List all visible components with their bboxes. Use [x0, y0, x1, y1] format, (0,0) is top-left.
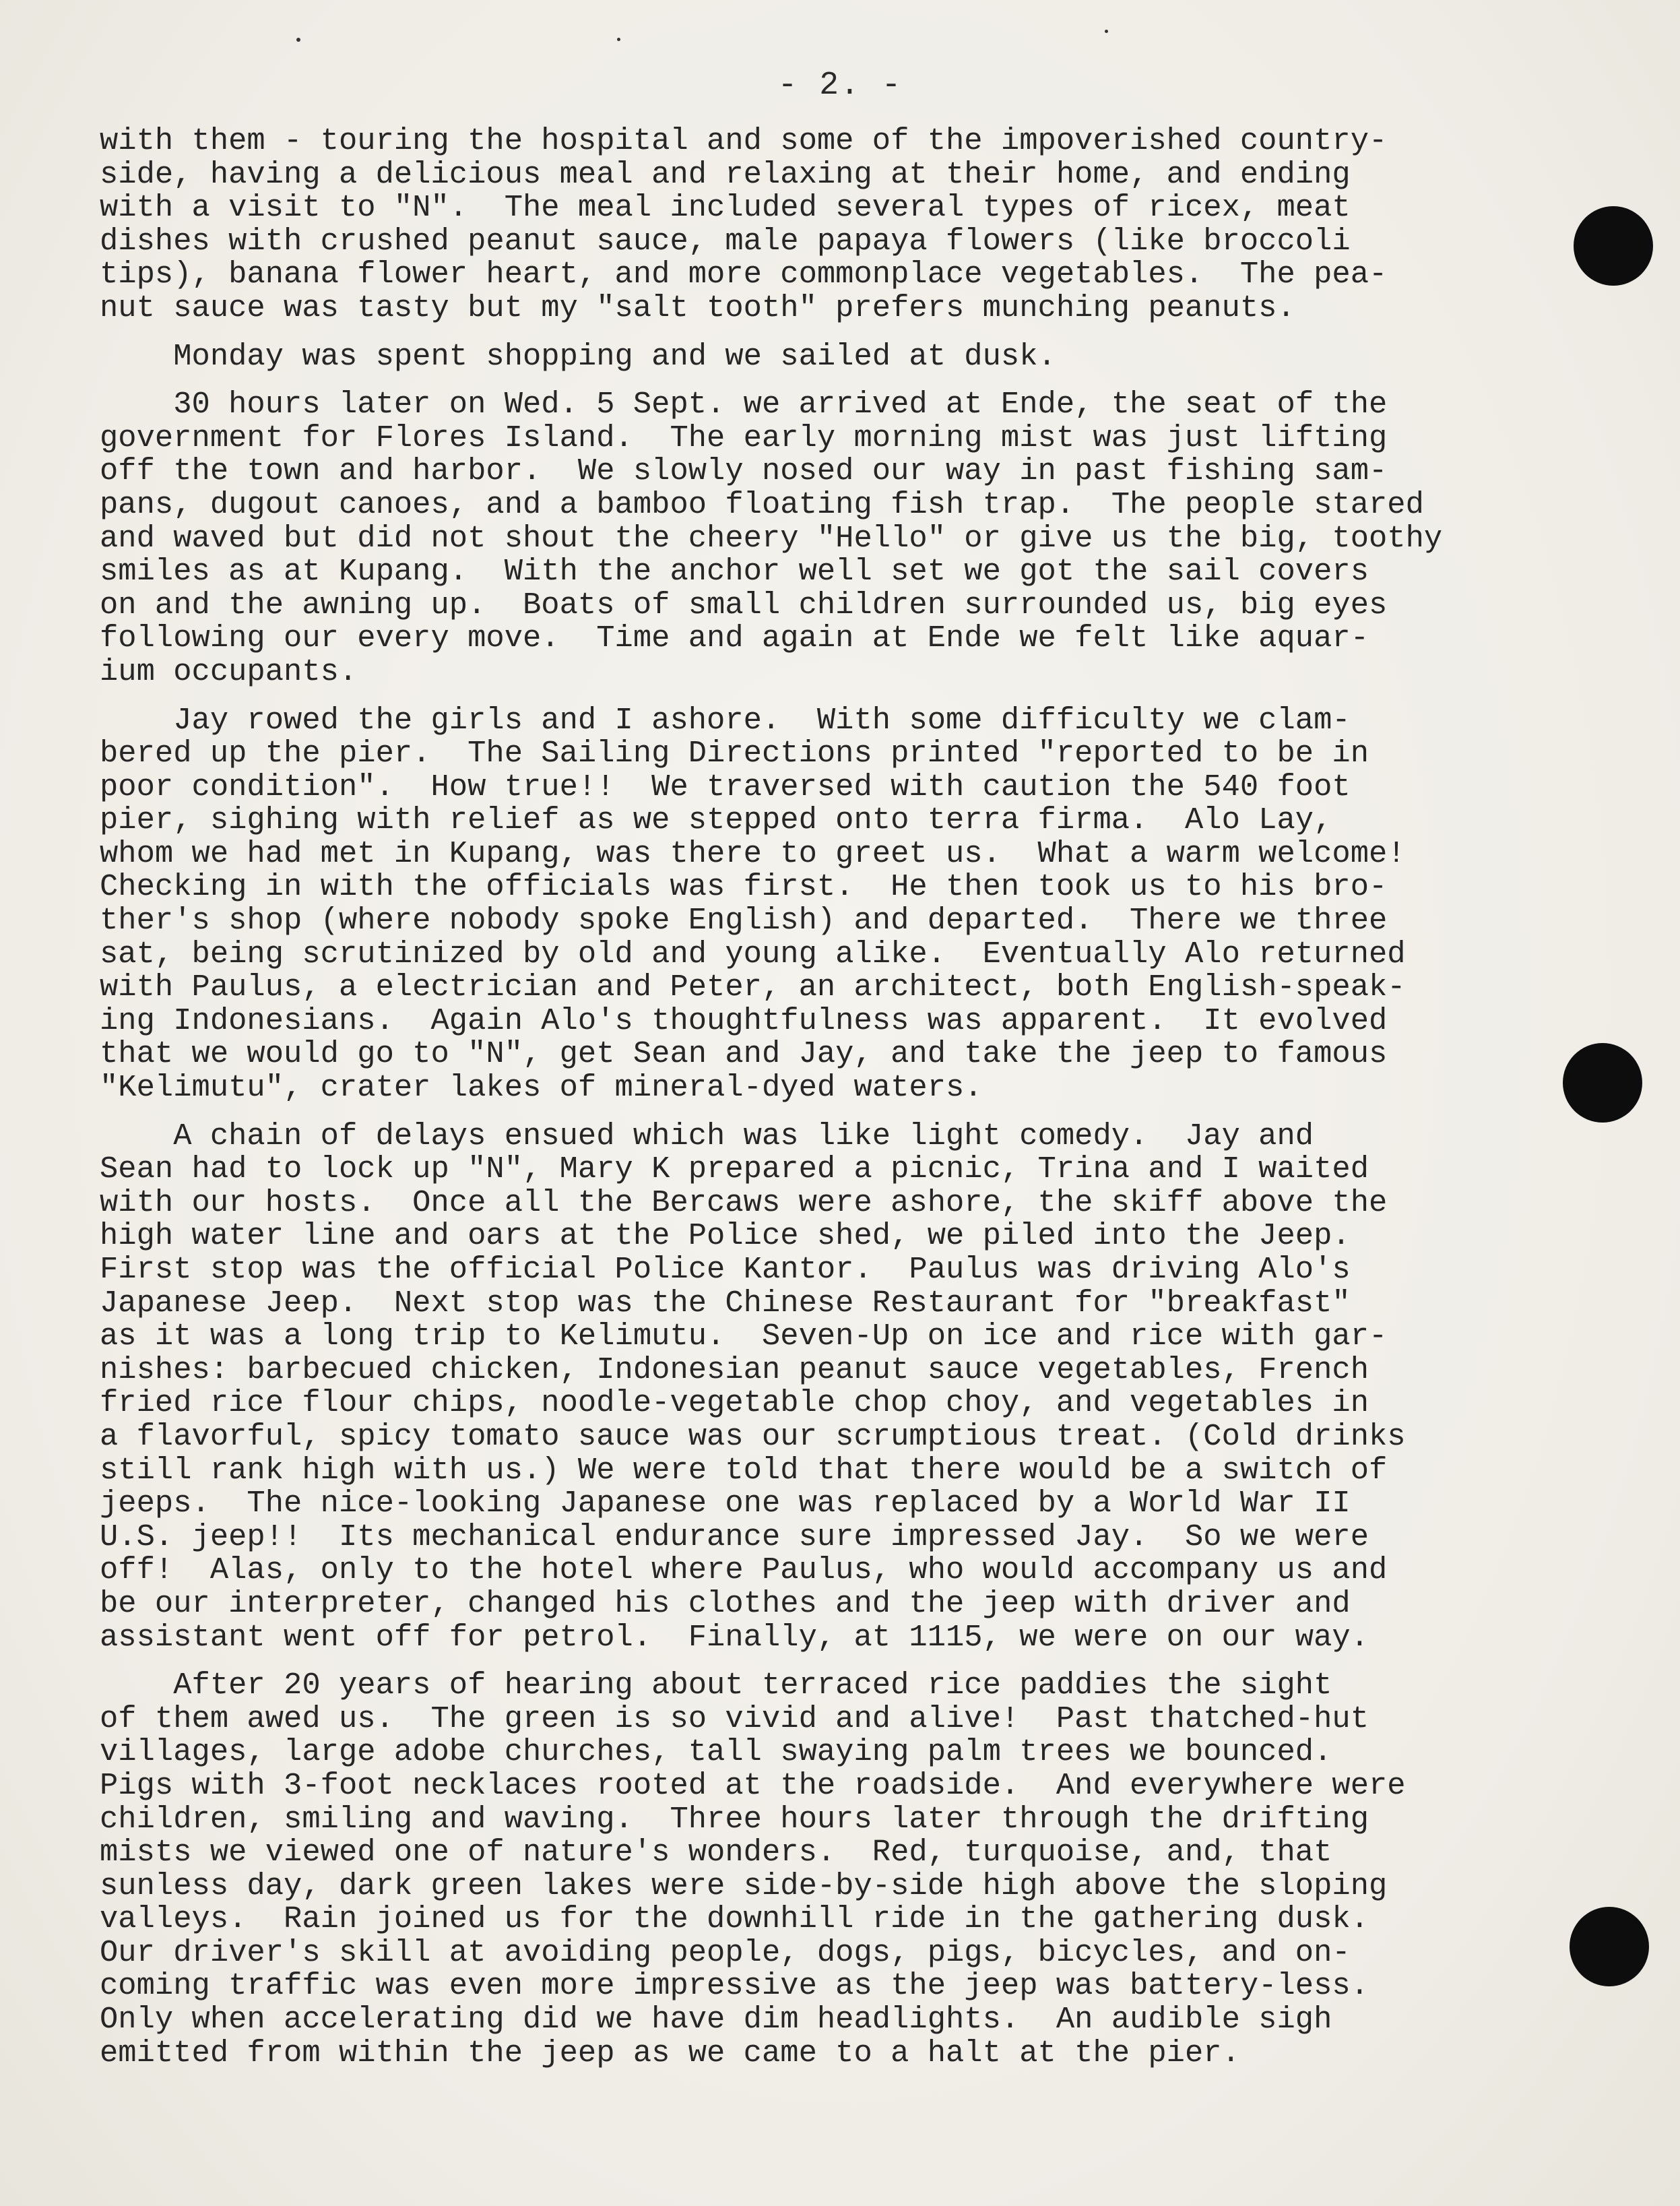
text-line: Jay rowed the girls and I ashore. With some difficulty we clam-: [100, 702, 1351, 738]
text-line: with Paulus, a electrician and Peter, an architect, both English-speak-: [100, 970, 1406, 1005]
punch-hole-bottom: [1570, 1907, 1649, 1986]
punch-hole-middle: [1563, 1043, 1642, 1123]
paragraph: [100, 1120, 1622, 1655]
text-line: Sean had to lock up "N", Mary K prepared a picnic, Trina and I waited: [100, 1152, 1369, 1187]
text-line: fried rice flour chips, noodle-vegetable chop choy, and vegetables in: [100, 1385, 1369, 1421]
text-line: Our driver's skill at avoiding people, dogs, pigs, bicycles, and on-: [100, 1934, 1351, 1970]
text-line: with them - touring the hospital and some of the impoverished country-: [100, 123, 1388, 158]
text-line: emitted from within the jeep as we came to a halt at the pier.: [100, 2035, 1240, 2071]
text-line: tips), banana flower heart, and more commonplace vegetables. The pea-: [100, 257, 1388, 292]
text-line: poor condition". How true!! We traversed with caution the 540 foot: [100, 769, 1351, 805]
text-line: A chain of delays ensued which was like light comedy. Jay and: [100, 1118, 1314, 1154]
text-line: government for Flores Island. The early morning mist was just lifting: [100, 420, 1388, 455]
text-line: off the town and harbor. We slowly nosed our way in past fishing sam-: [100, 453, 1388, 489]
text-line: a flavorful, spicy tomato sauce was our scrumptious treat. (Cold drinks: [100, 1418, 1406, 1454]
text-line: as it was a long trip to Kelimutu. Seven-Up on ice and rice with gar-: [100, 1319, 1388, 1354]
text-line: sat, being scrutinized by old and young alike. Eventually Alo returned: [100, 936, 1406, 972]
page-number: - 2. -: [777, 67, 903, 104]
text-line: high water line and oars at the Police shed, we piled into the Jeep.: [100, 1218, 1351, 1254]
text-line: smiles as at Kupang. With the anchor well set we got the sail covers: [100, 554, 1369, 590]
text-line: that we would go to "N", get Sean and Jay, and take the jeep to famous: [100, 1036, 1388, 1072]
text-line: whom we had met in Kupang, was there to greet us. What a warm welcome!: [100, 836, 1406, 871]
paragraph: [100, 704, 1622, 1105]
text-line: nishes: barbecued chicken, Indonesian peanut sauce vegetables, French: [100, 1352, 1369, 1387]
text-line: nut sauce was tasty but my "salt tooth" prefers munching peanuts.: [100, 290, 1295, 325]
text-line: be our interpreter, changed his clothes and the jeep with driver and: [100, 1585, 1351, 1621]
text-line: Pigs with 3-foot necklaces rooted at the roadside. And everywhere were: [100, 1767, 1406, 1803]
text-line: pier, sighing with relief as we stepped onto terra firma. Alo Lay,: [100, 802, 1332, 838]
text-line: with our hosts. Once all the Bercaws were ashore, the skiff above the: [100, 1185, 1388, 1220]
paragraph: [100, 1669, 1622, 2070]
ink-speck: [296, 38, 300, 42]
text-line: with a visit to "N". The meal included several types of ricex, meat: [100, 190, 1351, 226]
paragraph: [100, 125, 1622, 325]
text-line: Only when accelerating did we have dim headlights. An audible sigh: [100, 2002, 1332, 2038]
text-line: bered up the pier. The Sailing Directions printed "reported to be in: [100, 736, 1369, 771]
paragraph: [100, 388, 1622, 689]
text-line: following our every move. Time and again at Ende we felt like aquar-: [100, 621, 1369, 656]
text-line: First stop was the official Police Kantor. Paulus was driving Alo's: [100, 1252, 1351, 1287]
text-line: U.S. jeep!! Its mechanical endurance sure impressed Jay. So we were: [100, 1519, 1369, 1554]
ink-speck: [617, 38, 620, 41]
text-line: on and the awning up. Boats of small children surrounded us, big eyes: [100, 587, 1388, 623]
text-line: jeeps. The nice-looking Japanese one was replaced by a World War II: [100, 1486, 1351, 1521]
ink-speck: [1105, 30, 1108, 33]
text-line: Japanese Jeep. Next stop was the Chinese Restaurant for "breakfast": [100, 1285, 1351, 1321]
text-line: Monday was spent shopping and we sailed at dusk.: [100, 338, 1056, 374]
text-line: valleys. Rain joined us for the downhill ride in the gathering dusk.: [100, 1901, 1369, 1937]
punch-hole-top: [1574, 206, 1653, 286]
text-line: ium occupants.: [100, 654, 358, 689]
text-line: assistant went off for petrol. Finally, at 1115, we were on our way.: [100, 1619, 1369, 1655]
text-line: ing Indonesians. Again Alo's thoughtfulness was apparent. It evolved: [100, 1003, 1388, 1038]
text-line: sunless day, dark green lakes were side-by-side high above the sloping: [100, 1868, 1388, 1903]
text-line: of them awed us. The green is so vivid and alive! Past thatched-hut: [100, 1701, 1369, 1736]
text-line: children, smiling and waving. Three hours later through the drifting: [100, 1801, 1369, 1837]
text-line: coming traffic was even more impressive as the jeep was battery-less.: [100, 1968, 1369, 2004]
text-line: and waved but did not shout the cheery "Hello" or give us the big, toothy: [100, 520, 1443, 556]
body-text: [100, 125, 1622, 2085]
text-line: 30 hours later on Wed. 5 Sept. we arrived at Ende, the seat of the: [100, 387, 1388, 422]
text-line: Checking in with the officials was first. He then took us to his bro-: [100, 869, 1388, 905]
text-line: dishes with crushed peanut sauce, male papaya flowers (like broccoli: [100, 223, 1351, 259]
text-line: mists we viewed one of nature's wonders. Red, turquoise, and, that: [100, 1835, 1332, 1870]
text-line: side, having a delicious meal and relaxing at their home, and ending: [100, 156, 1351, 192]
paragraph: [100, 340, 1622, 374]
text-line: off! Alas, only to the hotel where Paulus, who would accompany us and: [100, 1552, 1388, 1588]
text-line: pans, dugout canoes, and a bamboo floating fish trap. The people stared: [100, 486, 1424, 522]
text-line: villages, large adobe churches, tall swaying palm trees we bounced.: [100, 1734, 1332, 1770]
text-line: After 20 years of hearing about terraced rice paddies the sight: [100, 1668, 1332, 1703]
text-line: ther's shop (where nobody spoke English) and departed. There we three: [100, 903, 1388, 939]
text-line: "Kelimutu", crater lakes of mineral-dyed waters.: [100, 1070, 983, 1106]
text-line: still rank high with us.) We were told that there would be a switch of: [100, 1452, 1388, 1488]
